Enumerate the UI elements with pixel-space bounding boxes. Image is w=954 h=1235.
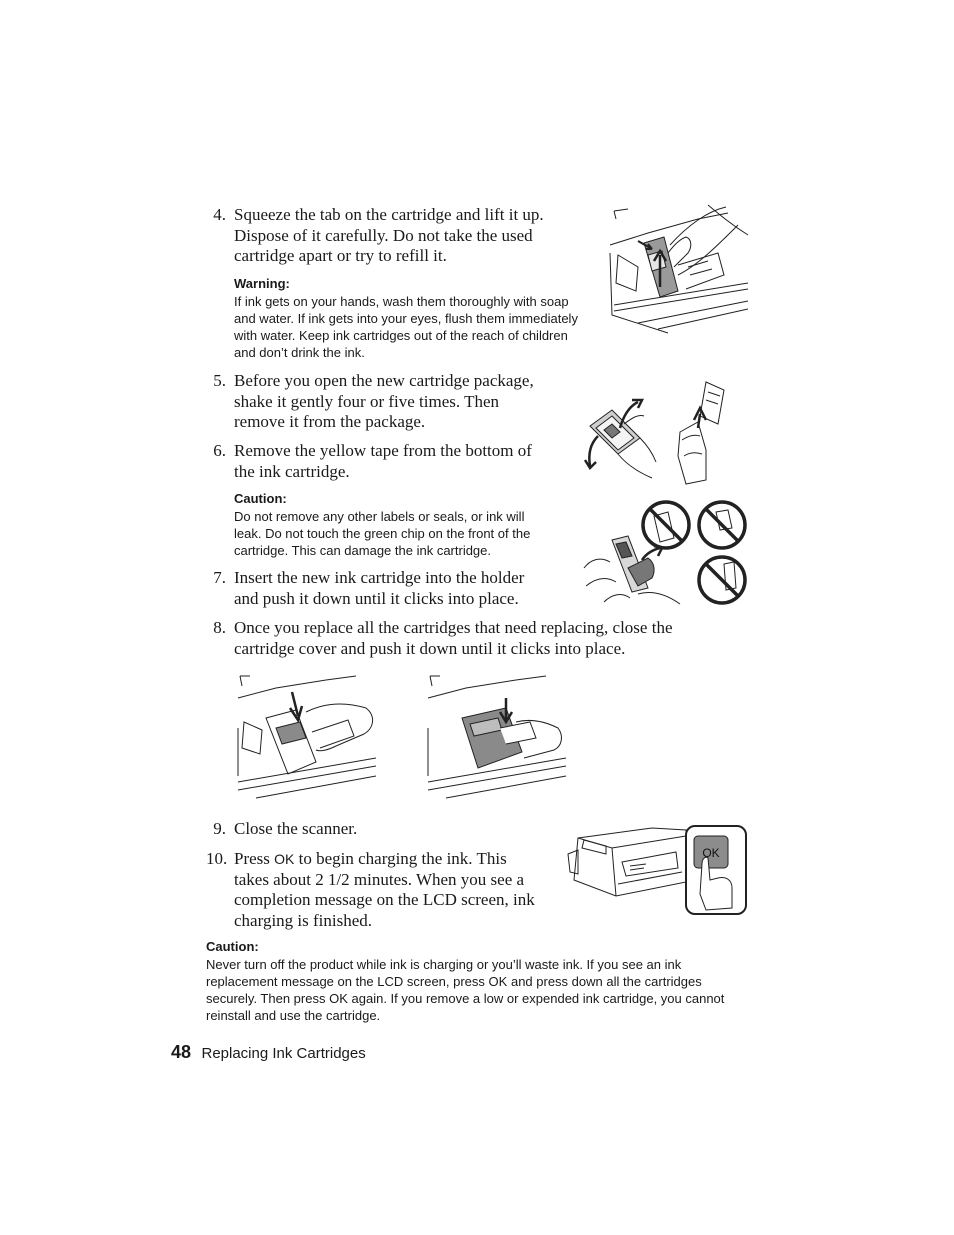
step-text: Insert the new ink cartridge into the holder and push it down until it clicks into place. xyxy=(234,568,525,608)
shake-cartridge-illustration xyxy=(582,378,726,486)
step-text: Before you open the new cartridge package, shake it gently four or five times. Then remove it from the package. xyxy=(234,371,534,431)
caution-note-2 xyxy=(206,939,751,1024)
close-cover-illustration xyxy=(426,672,568,800)
caution-title: Caution: xyxy=(206,939,259,954)
remove-cartridge-illustration xyxy=(608,205,750,335)
step-number: 9. xyxy=(213,819,226,838)
step-text: Remove the yellow tape from the bottom of the ink cartridge. xyxy=(234,441,532,481)
step-number: 7. xyxy=(213,568,226,587)
caution-body: Never turn off the product while ink is charging or you’ll waste ink. If you see an ink replacement message on the LCD screen, press OK and press down all the cartridges securely. Then press OK again. If you remove a low or expended ink cartridge, you cannot reinstall and use the cartridge. xyxy=(206,957,725,1023)
section-title: Replacing Ink Cartridges xyxy=(201,1045,366,1062)
step-number: 5. xyxy=(213,371,226,390)
warning-note xyxy=(234,276,579,361)
step-text: Close the scanner. xyxy=(234,819,358,838)
warning-body: If ink gets on your hands, wash them thoroughly with soap and water. If ink gets into your eyes, flush them immediately with water. Keep ink cartridges out of the reach of children and don’t drink the ink. xyxy=(234,294,578,360)
page-number: 48 xyxy=(171,1042,192,1062)
ok-button-ref: OK xyxy=(274,851,295,867)
printer-ok-illustration xyxy=(566,824,748,916)
step-text: Once you replace all the cartridges that need replacing, close the cartridge cover and push it down until it clicks into place. xyxy=(234,618,673,658)
step-text: Squeeze the tab on the cartridge and lift it up. Dispose of it carefully. Do not take the used cartridge apart or try to refill it. xyxy=(234,205,544,265)
warning-title: Warning: xyxy=(234,276,290,291)
step-number: 10. xyxy=(206,849,228,868)
press-cartridge-illustration xyxy=(236,672,378,800)
remove-tape-illustration xyxy=(582,498,750,610)
ok-button-icon: OK xyxy=(702,846,720,860)
step-text: Press OK to begin charging the ink. This takes about 2 1/2 minutes. When you see a completion message on the LCD screen, ink charging is finished. xyxy=(234,849,535,930)
step-number: 8. xyxy=(213,618,226,637)
page-footer xyxy=(171,1042,366,1063)
step-number: 4. xyxy=(213,205,226,224)
caution-title: Caution: xyxy=(234,491,287,506)
caution-body: Do not remove any other labels or seals, or ink will leak. Do not touch the green chip on the front of the cartridge. This can damage the ink cartridge. xyxy=(234,509,531,558)
caution-note xyxy=(234,491,554,559)
step-number: 6. xyxy=(213,441,226,460)
